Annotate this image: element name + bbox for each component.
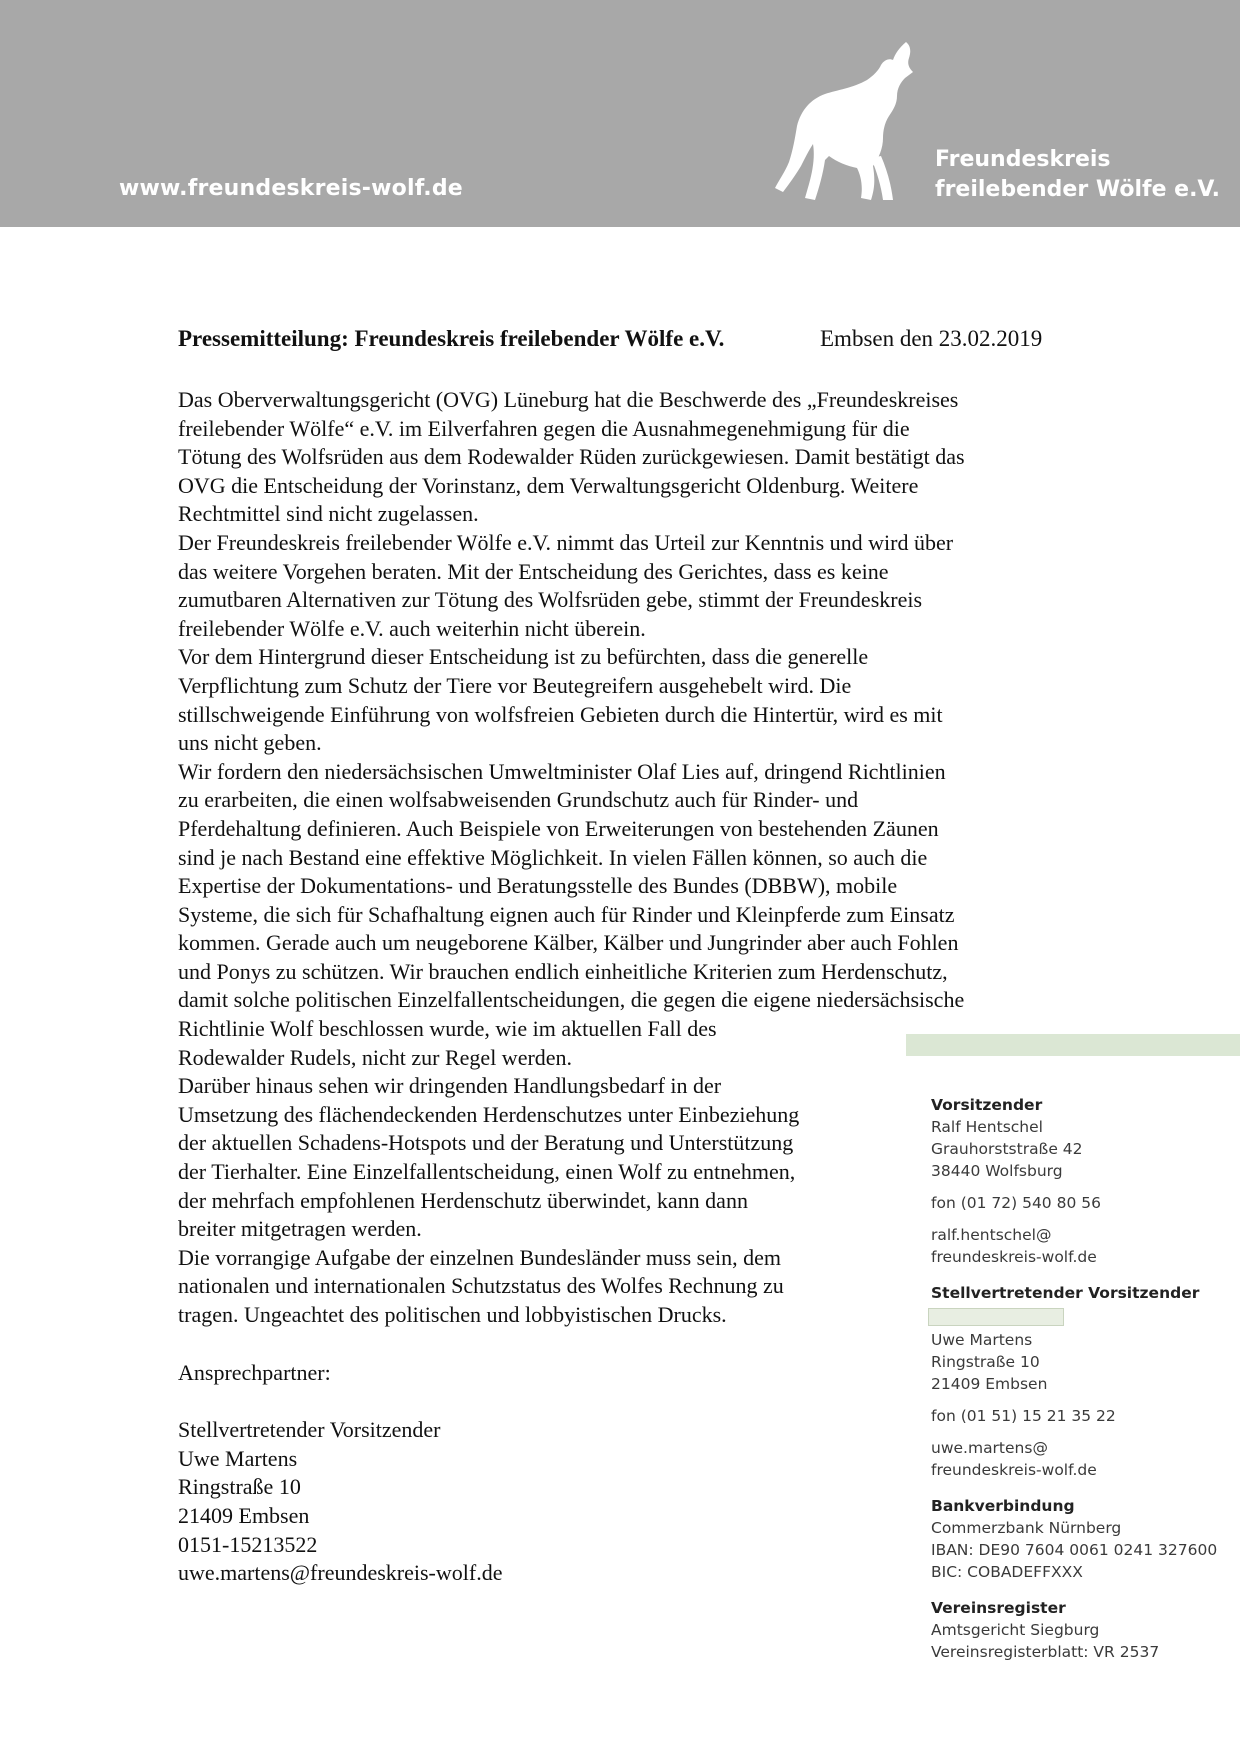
vice-chair-street: Ringstraße 10: [931, 1353, 1040, 1371]
contact-street: Ringstraße 10: [178, 1474, 301, 1500]
body-line: breiter mitgetragen werden.: [178, 1216, 422, 1242]
body-line: Darüber hinaus sehen wir dringenden Handlungsbedarf in der: [178, 1073, 722, 1099]
body-line: Wir fordern den niedersächsischen Umweltminister Olaf Lies auf, dringend Richtlinien: [178, 758, 946, 784]
bank-bic: BIC: COBADEFFXXX: [931, 1563, 1083, 1581]
body-line: freilebender Wölfe e.V. auch weiterhin nicht überein.: [178, 615, 646, 641]
register-title: Vereinsregister: [931, 1599, 1066, 1617]
chair-email-line-1[interactable]: ralf.hentschel@: [931, 1226, 1052, 1244]
bank-title: Bankverbindung: [931, 1497, 1075, 1515]
chair-name: Ralf Hentschel: [931, 1118, 1043, 1136]
contact-email[interactable]: uwe.martens@freundeskreis-wolf.de: [178, 1560, 503, 1586]
brand-line-2: freilebender Wölfe e.V.: [935, 177, 1220, 202]
letterhead-sidebar: [931, 1094, 1231, 1663]
body-line: Vor dem Hintergrund dieser Entscheidung ist zu befürchten, dass die generelle: [178, 644, 869, 670]
body-line: Verpflichtung zum Schutz der Tiere vor Beutegreifern ausgehebelt wird. Die: [178, 672, 852, 698]
body-line: Umsetzung des flächendeckenden Herdenschutzes unter Einbeziehung: [178, 1101, 800, 1127]
body-line: tragen. Ungeachtet des politischen und lobbyistischen Drucks.: [178, 1302, 727, 1327]
chair-email-line-2[interactable]: freundeskreis-wolf.de: [931, 1248, 1097, 1266]
vice-chair-city: 21409 Embsen: [931, 1375, 1048, 1393]
body-line: Systeme, die sich für Schafhaltung eignen auch für Rinder und Kleinpferde zum Einsatz: [178, 901, 955, 927]
register-number: Vereinsregisterblatt: VR 2537: [931, 1643, 1160, 1661]
body-line: nationalen und internationalen Schutzstatus des Wolfes Rechnung zu: [178, 1273, 784, 1299]
chair-phone: fon (01 72) 540 80 56: [931, 1194, 1101, 1212]
website-url: www.freundeskreis-wolf.de: [119, 176, 463, 201]
press-release-title: Pressemitteilung: Freundeskreis freilebender Wölfe e.V.: [178, 326, 725, 351]
contact-city: 21409 Embsen: [178, 1502, 310, 1528]
chair-title: Vorsitzender: [931, 1096, 1043, 1114]
body-line: uns nicht geben.: [178, 730, 322, 756]
body-line: der mehrfach empfohlenen Herdenschutz überwindet, kann dann: [178, 1187, 748, 1213]
body-line: freilebender Wölfe“ e.V. im Eilverfahren gegen die Ausnahmegenehmigung für die: [178, 415, 910, 441]
body-line: OVG die Entscheidung der Vorinstanz, dem Verwaltungsgericht Oldenburg. Weitere: [178, 472, 919, 498]
register-court: Amtsgericht Siegburg: [931, 1621, 1100, 1639]
contact-label: Ansprechpartner:: [178, 1360, 331, 1385]
body-line: Rechtmittel sind nicht zugelassen.: [178, 501, 479, 527]
bank-name: Commerzbank Nürnberg: [931, 1519, 1122, 1537]
body-line: kommen. Gerade auch um neugeborene Kälber, Kälber und Jungrinder aber auch Fohlen: [178, 930, 959, 956]
body-line: Die vorrangige Aufgabe der einzelnen Bundesländer muss sein, dem: [178, 1244, 781, 1270]
vice-chair-email-line-2[interactable]: freundeskreis-wolf.de: [931, 1461, 1097, 1479]
howling-wolf-icon: [775, 38, 935, 203]
body-line: sind je nach Bestand eine effektive Möglichkeit. In vielen Fällen können, so auch die: [178, 844, 928, 870]
sidebar-accent-bar: [906, 1034, 1240, 1056]
body-line: und Ponys zu schützen. Wir brauchen endlich einheitliche Kriterien zum Herdenschutz,: [178, 958, 948, 984]
contact-phone: 0151-15213522: [178, 1531, 318, 1557]
vice-chair-highlight-bar: [928, 1308, 1064, 1326]
contact-name: Uwe Martens: [178, 1445, 298, 1471]
body-line: der Tierhalter. Eine Einzelfallentscheidung, einen Wolf zu entnehmen,: [178, 1159, 796, 1185]
body-line: zu erarbeiten, die einen wolfsabweisenden Grundschutz auch für Rinder- und: [178, 787, 859, 813]
body-line: das weitere Vorgehen beraten. Mit der Entscheidung des Gerichtes, dass es keine: [178, 558, 889, 584]
contact-block: [178, 1359, 502, 1588]
vice-chair-name: Uwe Martens: [931, 1331, 1033, 1349]
body-line: Das Oberverwaltungsgericht (OVG) Lüneburg hat die Beschwerde des „Freundeskreises: [178, 387, 959, 412]
letterhead-banner: [0, 0, 1240, 227]
place-date: Embsen den 23.02.2019: [820, 326, 1043, 351]
organization-brand: [935, 145, 1220, 205]
body-line: Pferdehaltung definieren. Auch Beispiele von Erweiterungen von bestehenden Zäunen: [178, 815, 939, 841]
body-line: stillschweigende Einführung von wolfsfreien Gebieten durch die Hintertür, wird es mit: [178, 701, 943, 727]
contact-role: Stellvertretender Vorsitzender: [178, 1417, 441, 1443]
body-line: zumutbaren Alternativen zur Tötung des Wolfsrüden gebe, stimmt der Freundeskreis: [178, 587, 923, 613]
body-line: Der Freundeskreis freilebender Wölfe e.V. nimmt das Urteil zur Kenntnis und wird über: [178, 529, 954, 555]
vice-chair-email-line-1[interactable]: uwe.martens@: [931, 1439, 1048, 1457]
body-line: Richtlinie Wolf beschlossen wurde, wie im aktuellen Fall des: [178, 1016, 717, 1042]
vice-chair-title: Stellvertretender Vorsitzender: [931, 1284, 1200, 1302]
body-line: Tötung des Wolfsrüden aus dem Rodewalder Rüden zurückgewiesen. Damit bestätigt das: [178, 444, 965, 470]
body-line: Rodewalder Rudels, nicht zur Regel werden.: [178, 1044, 573, 1070]
body-line: der aktuellen Schadens-Hotspots und der Beratung und Unterstützung: [178, 1130, 794, 1156]
letter-heading-row: [178, 326, 1068, 352]
chair-city: 38440 Wolfsburg: [931, 1162, 1063, 1180]
chair-street: Grauhorststraße 42: [931, 1140, 1083, 1158]
brand-line-1: Freundeskreis: [935, 147, 1111, 172]
body-line: Expertise der Dokumentations- und Beratungsstelle des Bundes (DBBW), mobile: [178, 873, 898, 899]
bank-iban: IBAN: DE90 7604 0061 0241 327600: [931, 1541, 1218, 1559]
vice-chair-phone: fon (01 51) 15 21 35 22: [931, 1407, 1116, 1425]
body-line: damit solche politischen Einzelfallentscheidungen, die gegen die eigene niedersächsische: [178, 987, 965, 1013]
